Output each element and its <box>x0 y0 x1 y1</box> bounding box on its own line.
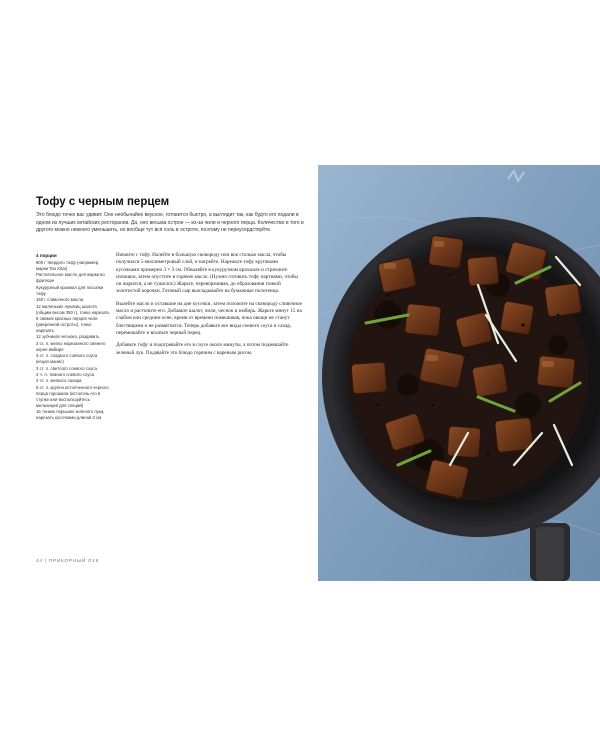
ingredient-item: 2 ст. л. мелкого сахара <box>36 378 82 384</box>
page-footer <box>36 559 99 564</box>
method-text <box>116 252 302 362</box>
skillet-tofu-icon <box>318 165 600 581</box>
ingredient-item: Растительное масло для жарки во фритюре <box>36 272 105 284</box>
page-number: 44 <box>36 559 43 564</box>
ingredient-item: 3 ст. л. сладкого соевого соуса (кецап манис) <box>36 353 98 365</box>
ingredient-item: 8 свежих красных перцев чили (умеренной остроты), тонко нарезать <box>36 315 98 333</box>
section-title: ПРИКОРНЫЙ ЛУК <box>48 559 100 564</box>
ingredient-item: 3 ст. л. светлого соевого соуса <box>36 365 97 371</box>
recipe-intro: Это блюдо точно вас удивит. Оно необычайно вкусное, готовится быстро, а выглядит так, как будто его подали в одном из лучших китайских ресторанов. Да, оно весьма острое — из-за чили и черного перца. Количество и того и другого можно немного уменьшить, но вообще тут вся соль в остроте, поэтому не переусердствуйте. <box>36 212 304 234</box>
ingredient-item: Кукурузный крахмал для посыпки тофу <box>36 284 104 296</box>
ingredient-list <box>36 260 110 421</box>
method-paragraph: Начните с тофу. Налейте в большую сковороду или вок столько масла, чтобы получился 5-миллиметровый слой, и нагрейте. Нарежьте тофу крупными кусочками примерно 3 × 3 см. Обваляйте в кукурузном крахмале и стряхните излишки, затем опустите в горячее масло. (Нужно готовить тофу партиями, чтобы он жарился, а не тушился.) Жарьте, переворачивая, до образования тонкой золотистой корочки. Готовый сыр выкладывайте на бумажные полотенца. <box>116 252 298 295</box>
ingredient-item: 4 ч. л. темного соевого соуса <box>36 371 95 377</box>
footer-separator: | <box>44 559 47 564</box>
method-paragraph: Вылейте масло и оставшие на дне кусочки, затем положите на сковороду сливочное масло и растопите его. Добавьте шалот, чили, чеснок и имбирь. Жарьте минут 15 на слабом или среднем огне, время от времени помешивая, пока овощи не станут блестящими и не размягчатся. Теперь добавьте все виды соевого соуса и сахар, перемешайте и всыпьте черный перец. <box>116 300 302 336</box>
ingredient-item: 16 тонких перышек зеленого лука, нарезать кусочками длиной 3 см <box>36 409 105 421</box>
ingredient-item: 150 г сливочного масла <box>36 297 84 303</box>
ingredient-item: 3 ст. л. мелко нарезанного свежего корня имбиря <box>36 340 106 352</box>
ingredient-item: 12 зубчиков чеснока, раздавить <box>36 334 100 340</box>
method-paragraph: Добавьте тофу и подогревайте его в соусе около минуты, а потом подмешайте зеленый лук. Подавайте это блюдо горячим с вареным рисом. <box>116 342 289 356</box>
ingredient-item: 12 маленьких луковиц шалота (общим весом 350 г), тонко нарезать <box>36 303 110 315</box>
ingredient-item: 800 г твердого тофу (например, марки Tao Kitai) <box>36 260 100 271</box>
servings-label: 4 порции <box>36 253 57 258</box>
ingredient-item: 5 ст. л. крупно истолченного черного перца горошком (истолочь его в ступке или воспользуйтесь мельницей для специй) <box>36 384 109 408</box>
recipe-title: Тофу с черным перцем <box>36 196 170 208</box>
